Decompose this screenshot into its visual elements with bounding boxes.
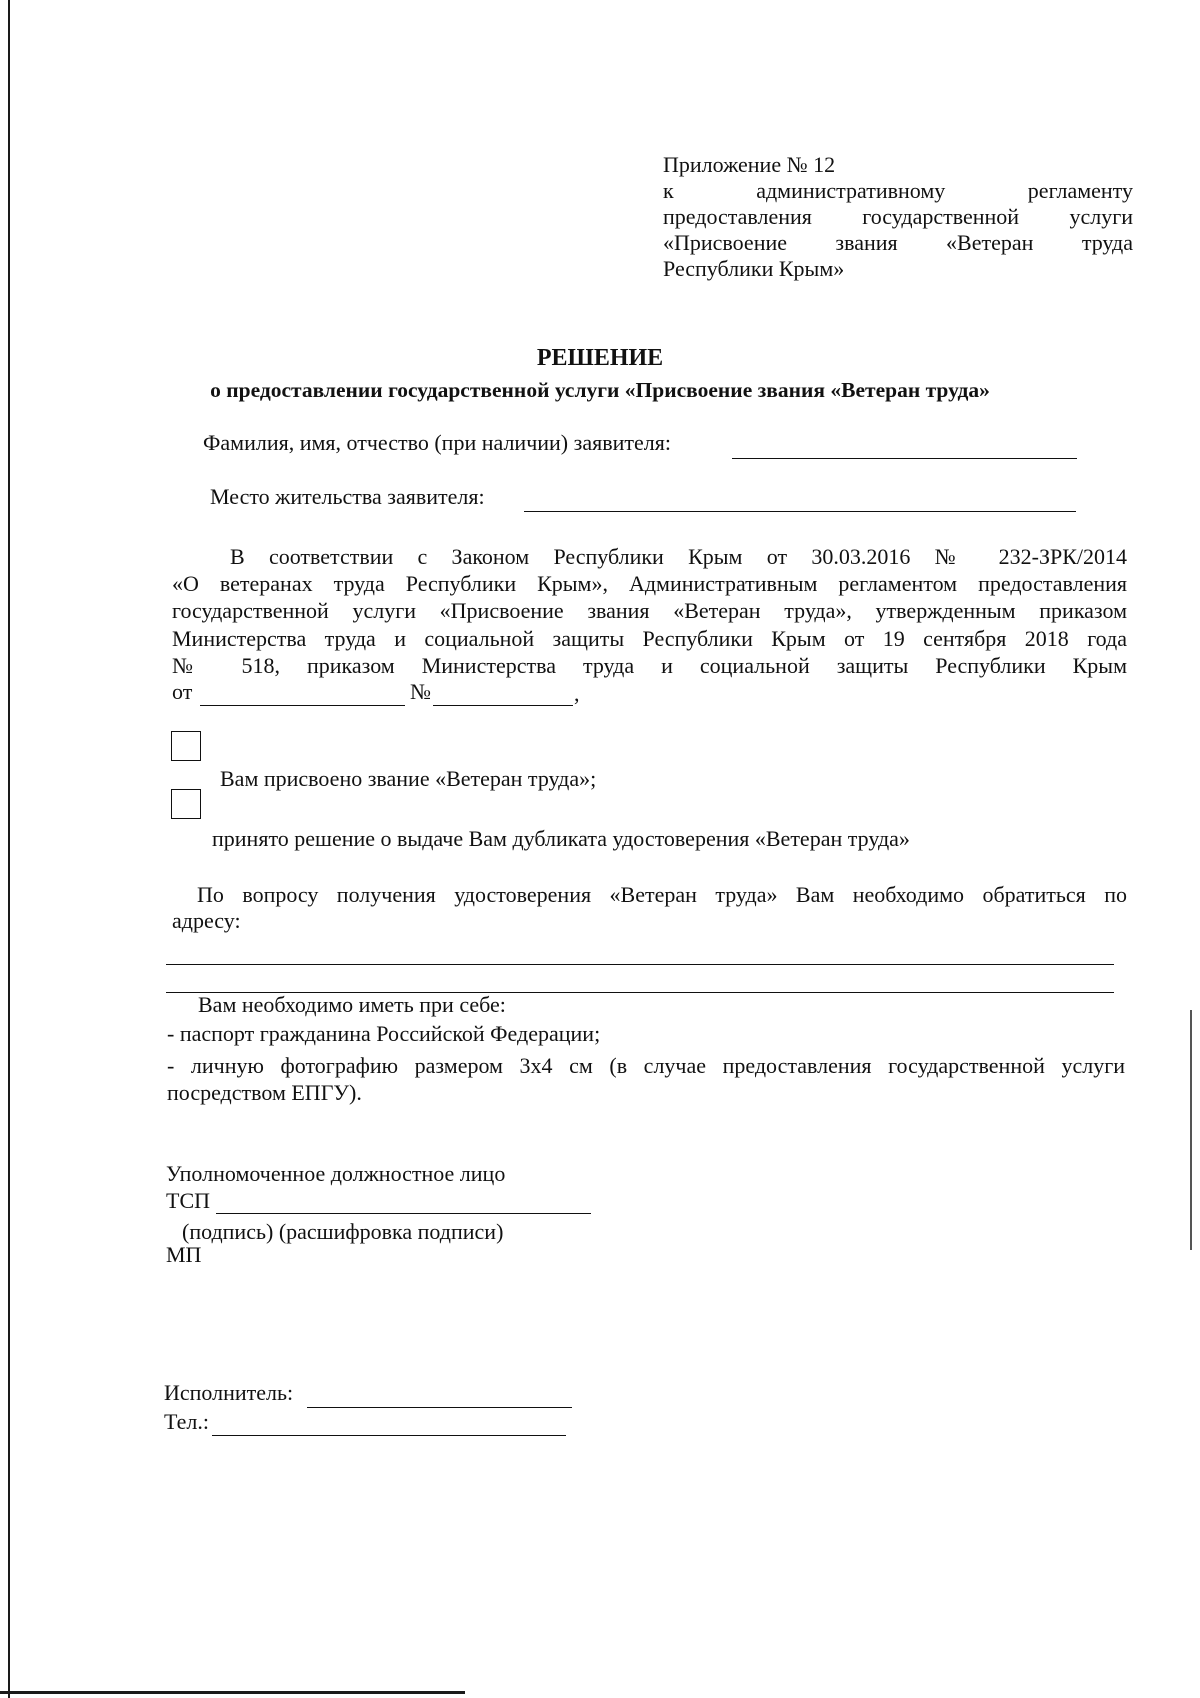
applicant-name-field[interactable] (732, 458, 1077, 459)
requirement-item-end: посредством ЕПГУ). (167, 1080, 362, 1105)
scan-edge-left (8, 0, 10, 1698)
annex-line: предоставления государственной услуги (663, 204, 1133, 229)
requirement-item: - паспорт гражданина Российской Федерации; (167, 1021, 601, 1046)
paragraph-line: государственной услуги «Присвоение звания «Ветеран труда», утвержденным приказом (172, 598, 1127, 624)
signature-note: (подпись) (расшифровка подписи) (182, 1219, 504, 1244)
signature-field[interactable] (216, 1213, 591, 1214)
duplicate-issued-label: принято решение о выдаче Вам дубликата удостоверения «Ветеран труда» (212, 826, 910, 851)
residence-field[interactable] (524, 511, 1076, 512)
order-date-field[interactable] (200, 705, 405, 706)
annex-block (663, 152, 1133, 282)
contact-text-end: адресу: (172, 908, 241, 933)
annex-line: Республики Крым» (663, 256, 845, 281)
requirement-item: - личную фотографию размером 3х4 см (в случае предоставления государственной услуги (167, 1053, 1125, 1078)
scan-edge-bottom (0, 1691, 465, 1694)
paragraph-line: Министерства труда и социальной защиты Республики Крым от 19 сентября 2018 года (172, 625, 1127, 651)
address-field[interactable] (166, 964, 1114, 965)
scan-edge-right (1190, 1010, 1192, 1250)
phone-field[interactable] (212, 1435, 566, 1436)
residence-label: Место жительства заявителя: (210, 484, 485, 509)
paragraph-line: В соответствии с Законом Республики Крым от 30.03.2016 № 232-ЗРК/2014 (230, 544, 1127, 569)
title-assigned-checkbox[interactable] (171, 731, 201, 761)
stamp-place-label: МП (166, 1242, 202, 1267)
official-label: Уполномоченное должностное лицо (166, 1161, 506, 1186)
legal-basis-paragraph (172, 543, 1127, 679)
paragraph-line: «О ветеранах труда Республики Крым», Административным регламентом предоставления (172, 571, 1127, 597)
executor-field[interactable] (307, 1407, 572, 1408)
applicant-name-label: Фамилия, имя, отчество (при наличии) заявителя: (203, 430, 671, 455)
order-tail: , (574, 681, 580, 706)
order-from-label: от (172, 679, 193, 704)
tsp-label: ТСП (166, 1188, 210, 1213)
document-subtitle: о предоставлении государственной услуги «Присвоение звания «Ветеран труда» (210, 378, 990, 402)
annex-line: к административному регламенту (663, 178, 1133, 203)
order-number-label: № (410, 679, 431, 704)
title-assigned-label: Вам присвоено звание «Ветеран труда»; (220, 766, 597, 791)
document-title: РЕШЕНИЕ (536, 345, 664, 371)
paragraph-line: № 518, приказом Министерства труда и социальной защиты Республики Крым (172, 652, 1127, 678)
contact-text: По вопросу получения удостоверения «Ветеран труда» Вам необходимо обратиться по (197, 882, 1127, 907)
annex-line: «Присвоение звания «Ветеран труда (663, 230, 1133, 255)
requirements-heading: Вам необходимо иметь при себе: (198, 992, 506, 1017)
annex-line: Приложение № 12 (663, 152, 836, 177)
order-number-field[interactable] (433, 705, 573, 706)
phone-label: Тел.: (164, 1409, 209, 1434)
executor-label: Исполнитель: (164, 1380, 294, 1405)
duplicate-issued-checkbox[interactable] (171, 789, 201, 819)
